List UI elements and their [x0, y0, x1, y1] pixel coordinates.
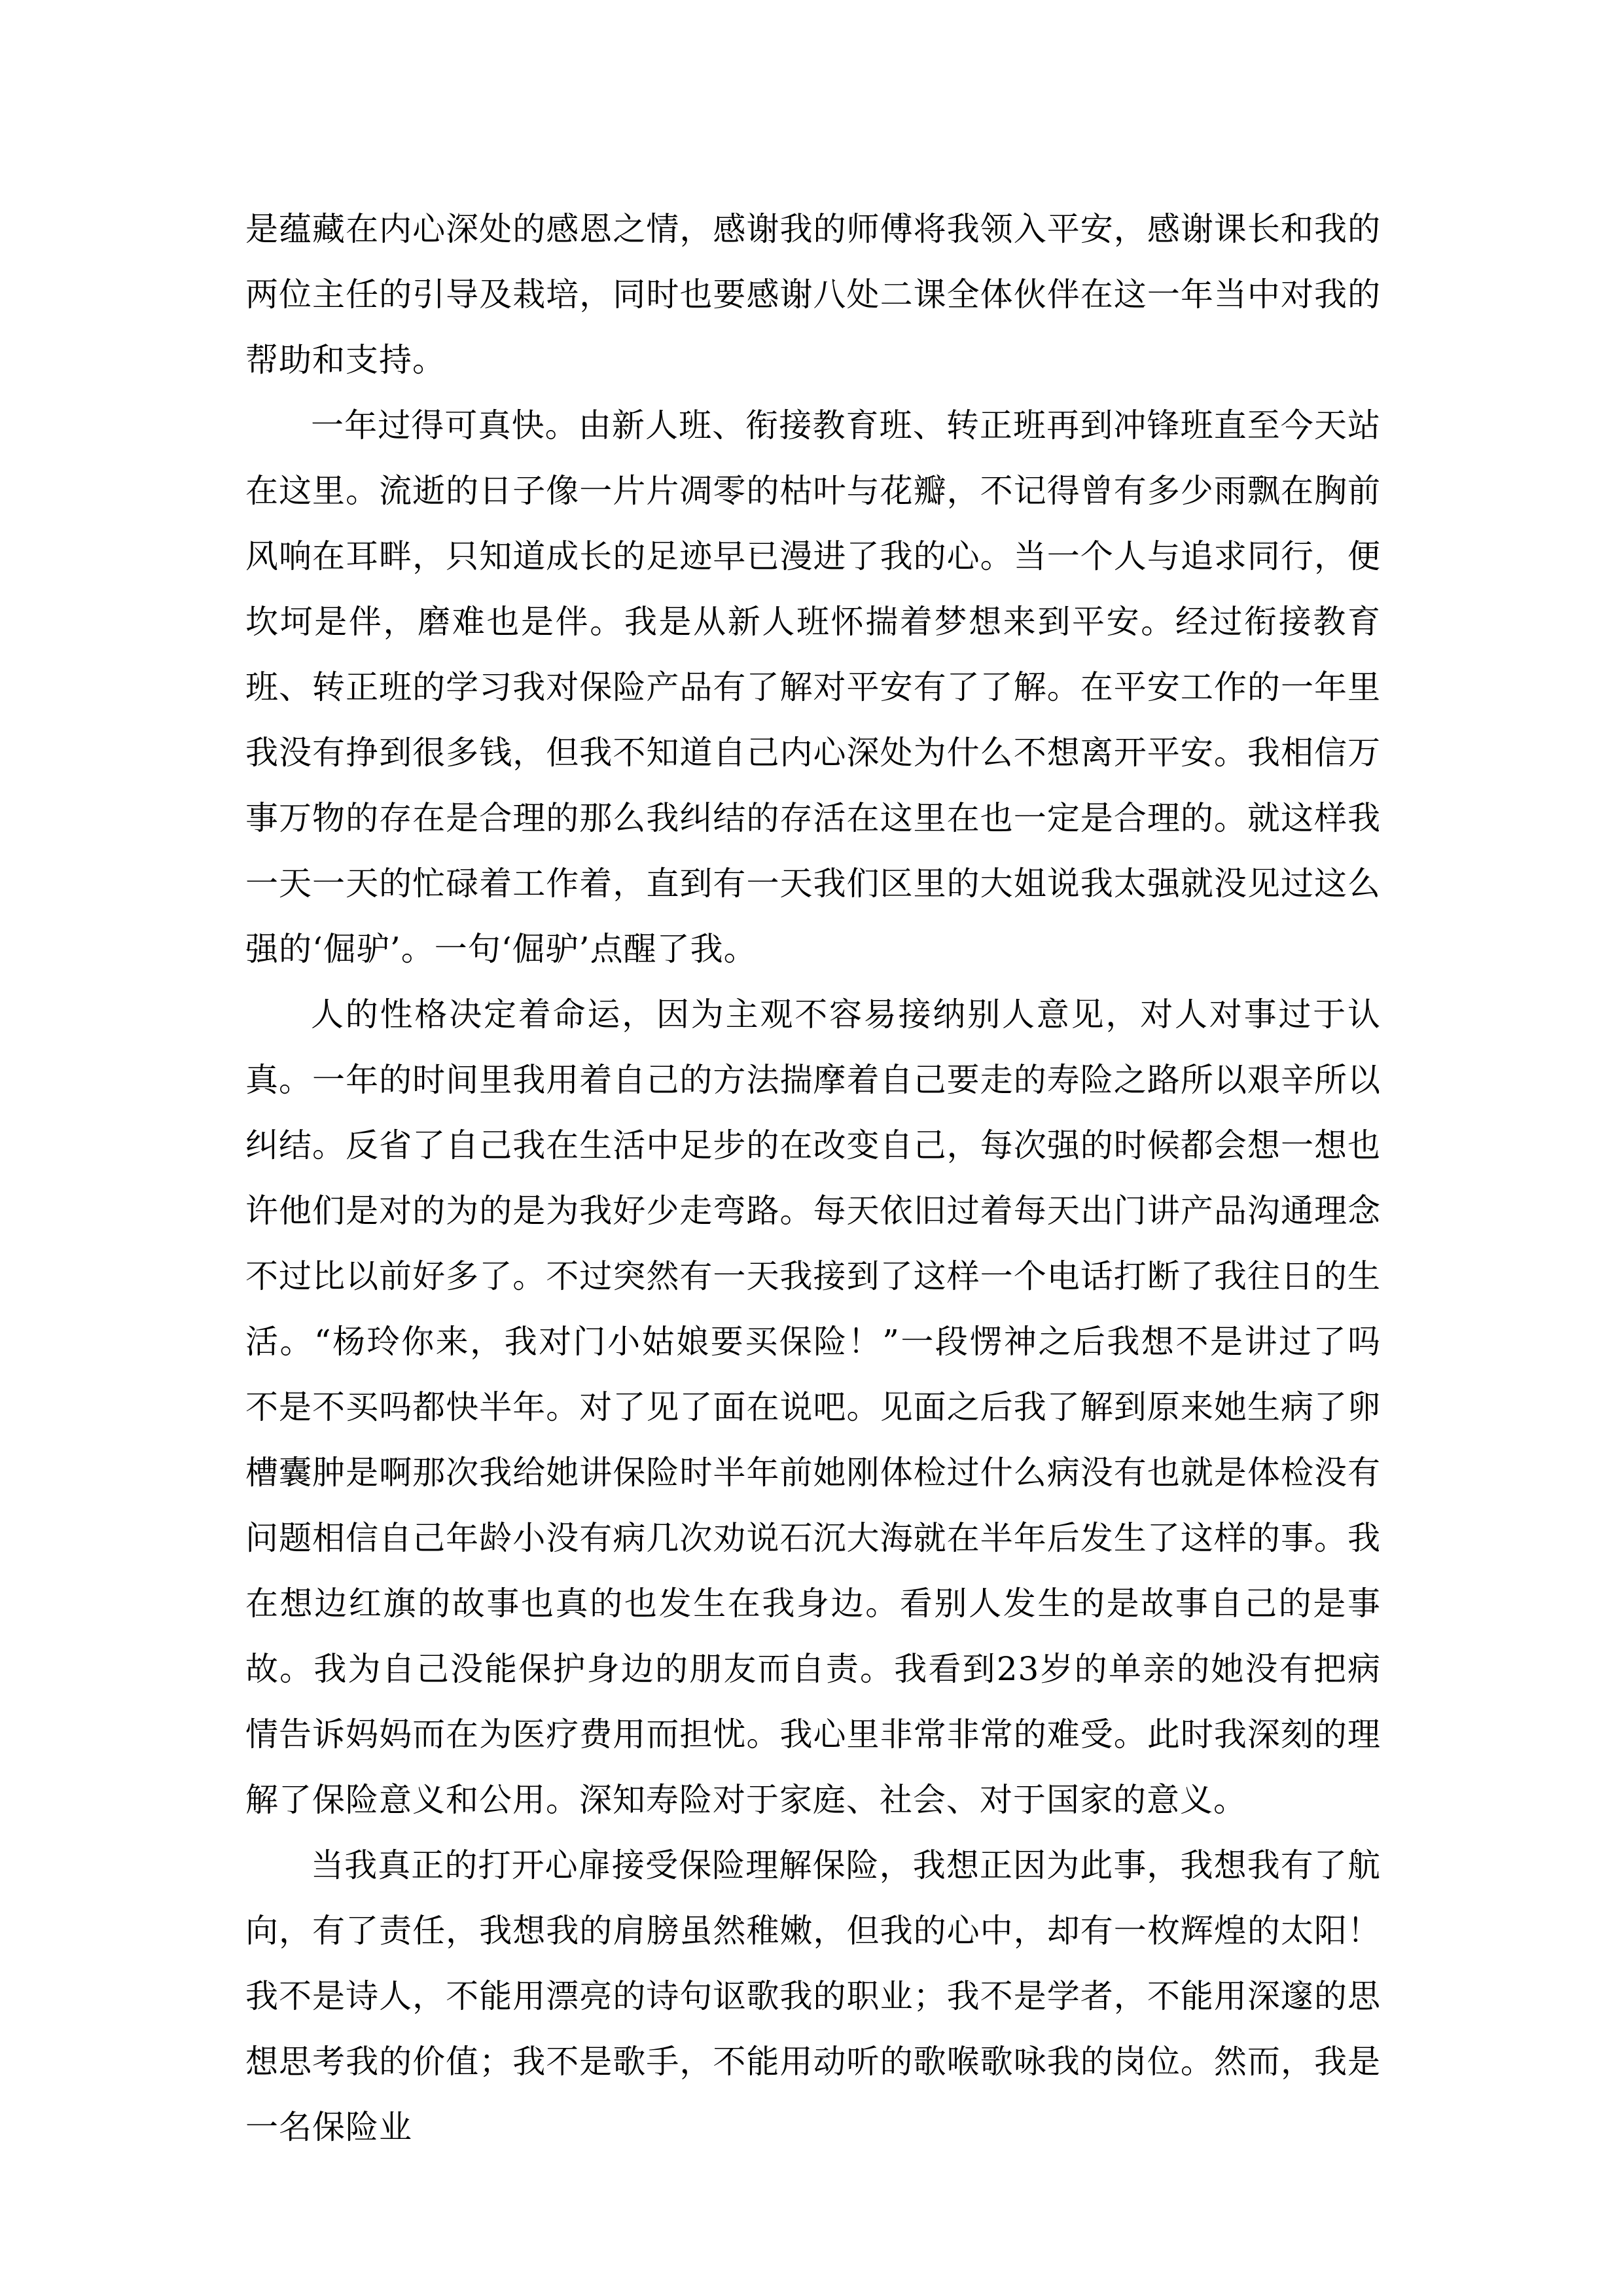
paragraph: 一年过得可真快。由新人班、衔接教育班、转正班再到冲锋班直至今天站在这里。流逝的日子像一片片凋零的枯叶与花瓣，不记得曾有多少雨飘在胸前风响在耳畔，只知道成长的足迹早已漫进了我的心。当一个人与追求同行，便坎坷是伴，磨难也是伴。我是从新人班怀揣着梦想来到平安。经过衔接教育班、转正班的学习我对保险产品有了解对平安有了了解。在平安工作的一年里我没有挣到很多钱，但我不知道自己内心深处为什么不想离开平安。我相信万事万物的存在是合理的那么我纠结的存活在这里在也一定是合理的。就这样我一天一天的忙碌着工作着，直到有一天我们区里的大姐说我太强就没见过这么强的‘倔驴’。一句‘倔驴’点醒了我。	[245, 406, 1381, 968]
paragraph: 人的性格决定着命运，因为主观不容易接纳别人意见，对人对事过于认真。一年的时间里我用着自己的方法揣摩着自己要走的寿险之路所以艰辛所以纠结。反省了自己我在生活中足步的在改变自己，每次强的时候都会想一想也许他们是对的为的是为我好少走弯路。每天依旧过着每天出门讲产品沟通理念不过比以前好多了。不过突然有一天我接到了这样一个电话打断了我往日的生活。“杨玲你来，我对门小姑娘要买保险！”一段愣神之后我想不是讲过了吗不是不买吗都快半年。对了见了面在说吧。见面之后我了解到原来她生病了卵槽囊肿是啊那次我给她讲保险时半年前她刚体检过什么病没有也就是体检没有问题相信自己年龄小没有病几次劝说石沉大海就在半年后发生了这样的事。我在想边红旗的故事也真的也发生在我身边。看别人发生的是故事自己的是事故。我为自己没能保护身边的朋友而自责。我看到23岁的单亲的她没有把病情告诉妈妈而在为医疗费用而担忧。我心里非常非常的难受。此时我深刻的理解了保险意义和公用。深知寿险对于家庭、社会、对于国家的意义。	[245, 996, 1381, 1819]
document-body	[245, 196, 1381, 2160]
paragraph-continuation: 是蕴藏在内心深处的感恩之情，感谢我的师傅将我领入平安，感谢课长和我的两位主任的引导及栽培，同时也要感谢八处二课全体伙伴在这一年当中对我的帮助和支持。	[245, 210, 1381, 379]
paragraph: 当我真正的打开心扉接受保险理解保险，我想正因为此事，我想我有了航向，有了责任，我想我的肩膀虽然稚嫩，但我的心中，却有一枚辉煌的太阳！我不是诗人，不能用漂亮的诗句讴歌我的职业；我不是学者，不能用深邃的思想思考我的价值；我不是歌手，不能用动听的歌喉歌咏我的岗位。然而，我是一名保险业	[245, 1846, 1381, 2146]
